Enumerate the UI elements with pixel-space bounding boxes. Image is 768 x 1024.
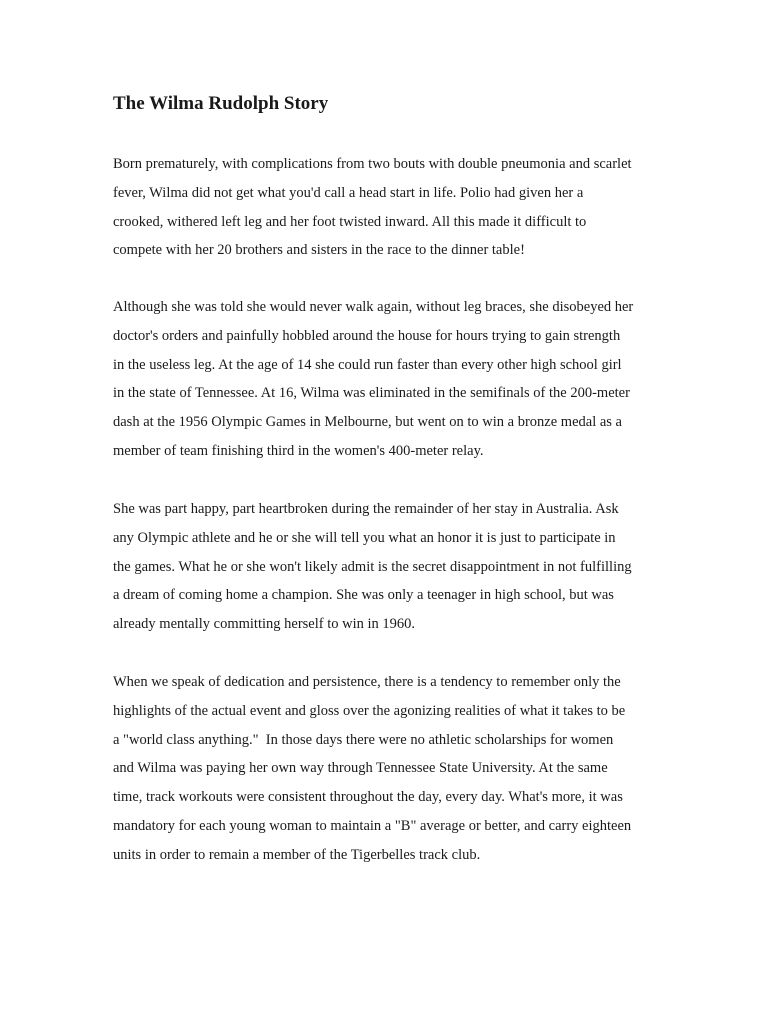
paragraph-line: doctor's orders and painfully hobbled around the house for hours trying to gain strength xyxy=(113,327,621,344)
paragraph-line: a dream of coming home a champion. She was only a teenager in high school, but was xyxy=(113,587,614,604)
paragraph-line: a "world class anything." In those days there were no athletic scholarships for women xyxy=(113,731,614,748)
paragraph-line: highlights of the actual event and gloss over the agonizing realities of what it takes to be xyxy=(113,702,626,719)
paragraph-line: compete with her 20 brothers and sisters in the race to the dinner table! xyxy=(113,242,525,259)
paragraph-line: fever, Wilma did not get what you'd call a head start in life. Polio had given her a xyxy=(113,184,584,201)
paragraph-line: member of team finishing third in the women's 400-meter relay. xyxy=(113,443,484,459)
document-title: The Wilma Rudolph Story xyxy=(113,93,329,114)
paragraph-line: in the state of Tennessee. At 16, Wilma was eliminated in the semifinals of the 200-meter xyxy=(113,385,630,402)
paragraph-line: time, track workouts were consistent throughout the day, every day. What's more, it was xyxy=(113,789,623,806)
paragraph-line: She was part happy, part heartbroken during the remainder of her stay in Australia. Ask xyxy=(113,501,619,517)
paragraph-line: units in order to remain a member of the Tigerbelles track club. xyxy=(113,846,481,863)
paragraph-line: the games. What he or she won't likely admit is the secret disappointment in not fulfilling xyxy=(113,558,632,575)
paragraph-line: crooked, withered left leg and her foot twisted inward. All this made it difficult to xyxy=(113,213,587,230)
paragraph-line: When we speak of dedication and persistence, there is a tendency to remember only the xyxy=(113,674,621,690)
paragraph-line: any Olympic athlete and he or she will tell you what an honor it is just to participate in xyxy=(113,529,616,546)
paragraph-line: and Wilma was paying her own way through Tennessee State University. At the same xyxy=(113,760,608,777)
paragraph-line: Born prematurely, with complications from two bouts with double pneumonia and scarlet xyxy=(113,156,632,172)
paragraph-line: already mentally committing herself to win in 1960. xyxy=(113,616,416,633)
paragraph-line: Although she was told she would never walk again, without leg braces, she disobeyed her xyxy=(113,299,634,315)
paragraph-line: mandatory for each young woman to maintain a "B" average or better, and carry eighteen xyxy=(113,818,632,834)
paragraph-line: in the useless leg. At the age of 14 she could run faster than every other high school girl xyxy=(113,356,622,373)
paragraph-line: dash at the 1956 Olympic Games in Melbourne, but went on to win a bronze medal as a xyxy=(113,414,622,431)
